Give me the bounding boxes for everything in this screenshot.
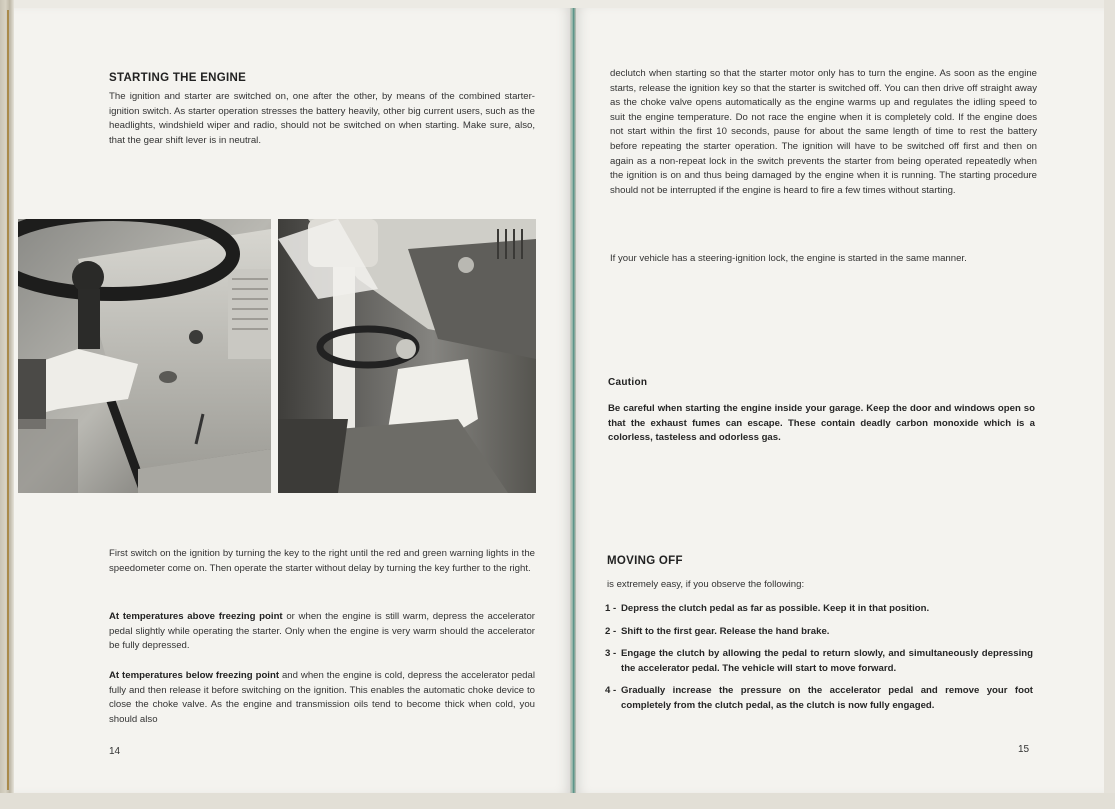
- step-number: 1 -: [605, 603, 617, 614]
- paragraph-above-freezing: [109, 610, 535, 654]
- photo-ignition-key-dashboard: [18, 219, 271, 493]
- intro-paragraph: The ignition and starter are switched on, one after the other, by means of the combined starter-ignition switch. As starter operation stresses the battery heavily, other big current users, such as the headlights, windshield wiper and radio, should not be switched on when starting. Make sure, also, that the gear shift lever is in neutral.: [109, 91, 535, 146]
- page-edge-right: [1104, 0, 1115, 809]
- paragraph-below-freezing: [109, 669, 535, 727]
- above-freezing-lead: At temperatures above freezing point: [109, 611, 283, 622]
- step-item: [605, 625, 1033, 640]
- above-freezing-text: or when the engine is still warm, depress the accelerator pedal slightly while operating the starter. Only when the engine is very warm should the accelerator be fully depressed.: [109, 611, 536, 652]
- page-number-right: 15: [1018, 744, 1030, 755]
- continuation-paragraph: declutch when starting so that the starter motor only has to turn the engine. As soon as the engine starts, release the ignition key so that the starter is switched off. You can then drive off straight away as the choke valve opens automatically as the engine warms up and regulates the idling speed to suit the engine temperature. Do not race the engine when it is completely cold. If the engine does not start within the first 10 seconds, pause for about the same length of time to rest the battery before repeating the starter operation. The ignition will have to be switched off first and then on again as a non-repeat lock in the switch prevents the starter from being operated repeatedly when the ignition is on and thus being damaged by the engine when it is running. The starting procedure should not be interrupted if the engine is heard to fire a few times without starting.: [610, 68, 1037, 196]
- page-edge-bottom: [0, 793, 1115, 809]
- below-freezing-lead: At temperatures below freezing point: [109, 670, 280, 681]
- step-number: 4 -: [605, 685, 617, 697]
- step-text: Engage the clutch by allowing the pedal to return slowly, and simultaneously depressing the accelerator pedal. The vehicle will start to move forward.: [621, 648, 1033, 674]
- section-title-starting-engine: STARTING THE ENGINE: [109, 72, 247, 84]
- paragraph-switch-on-ignition: First switch on the ignition by turning the key to the right until the red and green warning lights in the speedometer come on. Then operate the starter without delay by turning the key further to the right.: [109, 548, 535, 574]
- section-title-moving-off: MOVING OFF: [607, 555, 683, 567]
- moving-off-steps: [605, 602, 1033, 722]
- steering-lock-note: If your vehicle has a steering-ignition lock, the engine is started in the same manner.: [610, 253, 967, 264]
- step-text: Depress the clutch pedal as far as possible. Keep it in that position.: [621, 603, 930, 614]
- caution-text: Be careful when starting the engine inside your garage. Keep the door and windows open so that the exhaust fumes can escape. These contain deadly carbon monoxide which is a colorless, tasteless and odorless gas.: [608, 403, 1035, 444]
- below-freezing-text: and when the engine is cold, depress the accelerator pedal fully and then release it before switching on the ignition. This enables the automatic choke device to close the choke valve. As the engine and transmission oils tend to become thick when cold, you should also: [109, 670, 535, 725]
- step-text: Gradually increase the pressure on the accelerator pedal and remove your foot completely from the clutch pedal, as the clutch is now fully engaged.: [621, 685, 1033, 711]
- page-number-left: 14: [109, 746, 121, 757]
- step-item: [605, 647, 1033, 676]
- binding-edge: [0, 0, 14, 809]
- step-item: [605, 602, 1033, 617]
- moving-off-intro: is extremely easy, if you observe the following:: [607, 579, 805, 590]
- caution-title: Caution: [608, 377, 648, 388]
- step-number: 3 -: [605, 648, 617, 660]
- step-number: 2 -: [605, 625, 617, 637]
- photo-steering-column-ignition: [278, 219, 536, 493]
- step-item: [605, 684, 1033, 713]
- step-text: Shift to the first gear. Release the hand brake.: [621, 625, 830, 637]
